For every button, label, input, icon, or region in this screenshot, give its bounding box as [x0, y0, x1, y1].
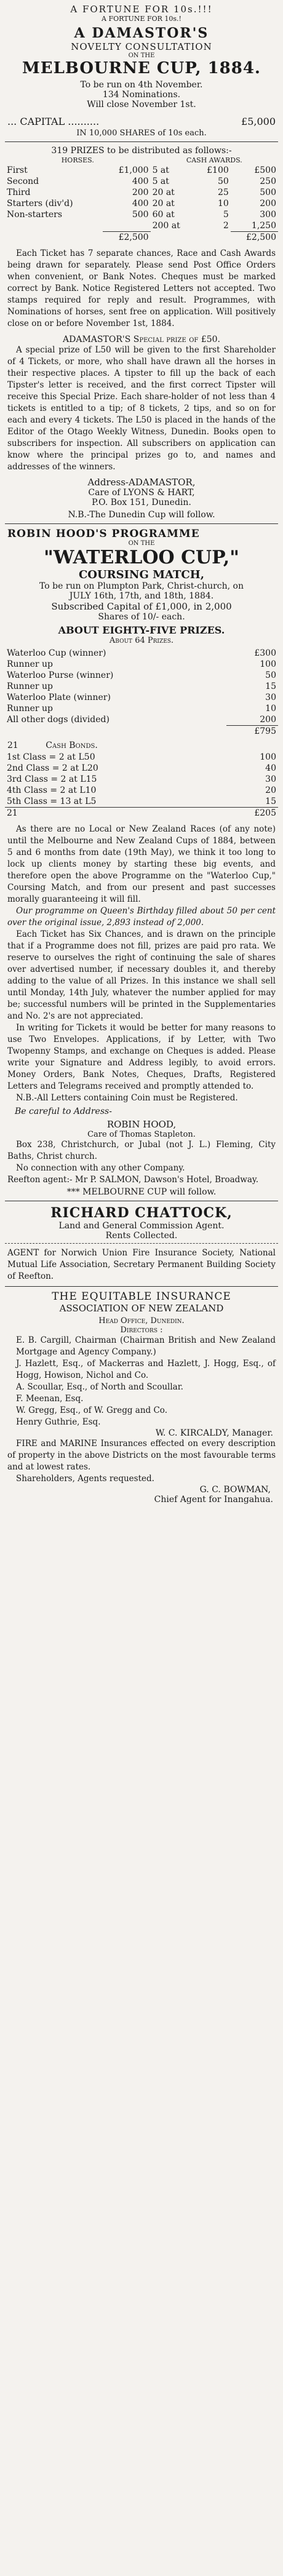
waterloo-cup-title: "WATERLOO CUP," [44, 547, 239, 568]
box-address: Box 238, Christchurch, or Jubal (not J. L.) Fleming, City Baths, Christ church. [7, 1140, 276, 1161]
melbourne-cup-title: MELBOURNE CUP, 1884. [22, 59, 261, 78]
divider [5, 1286, 278, 1287]
chattock-name: RICHARD CHATTOCK, [50, 1205, 233, 1221]
bond-label: 1st Class = 2 at L50 [7, 752, 95, 762]
prize-amount: 500 [132, 210, 149, 220]
prize-name: Second [7, 177, 39, 186]
prize-total: £795 [226, 726, 278, 737]
cash-count: 20 at [152, 188, 175, 197]
bonds-total: £205 [220, 808, 278, 819]
director-entry: A. Scoullar, Esq., of North and Scoullar. [16, 1382, 183, 1392]
reefton-agent: Reefton agent:- Mr P. SALMON, Dawson's Hotel, Broadway. [7, 1175, 259, 1185]
insurance-title-1: THE EQUITABLE INSURANCE [52, 1290, 231, 1303]
prize-row [5, 220, 278, 232]
prizes-heading: 319 PRIZES to be distributed as follows:- [51, 146, 232, 156]
director-entry: E. B. Cargill, Chairman (Chairman British and New Zealand Mortgage and Agency Company.) [16, 1335, 276, 1357]
prize-row [5, 670, 278, 681]
bonds-table [5, 752, 278, 819]
prize-label: Runner up [7, 682, 53, 691]
prize-amount: 200 [132, 188, 149, 197]
on-the: ON THE [128, 540, 155, 547]
prize-amount: 400 [132, 177, 149, 186]
director-entry: W. Gregg, Esq., of W. Gregg and Co. [16, 1405, 167, 1415]
cash-count: 200 at [152, 221, 180, 231]
bond-row [5, 796, 278, 808]
bond-value: 20 [265, 785, 276, 795]
coursing-match-title: COURSING MATCH, [78, 568, 205, 581]
capital-line: Subscribed Capital of £1,000, in 2,000 [51, 601, 232, 612]
cash-total: 200 [260, 199, 276, 209]
prize-value: £300 [254, 648, 276, 658]
special-prize-text: A special prize of L50 will be given to the first Shareholder of 4 Tickets, or more, who shall have drawn all the horses in their respective places. A tipster to fill up the back of each Tipster's letter is received, and the first correct Tipster will receive this Special Prize. Each share-holder of not less than 4 tickets is entitled to a tip; of 8 tickets, 2 tips, and so on for each and every 4 tickets. The L50 is placed in the hands of the Editor of the Otago Weekly Witness, Dunedin. Books open to subscribers for inspection. All subscribers on application can know where the principal prizes go to, and names and addresses of the winners. [7, 345, 276, 472]
prizes-subheading: About 64 Prizes. [109, 636, 174, 645]
bond-row [5, 774, 278, 785]
bonds-heading-line [7, 741, 276, 750]
cash-count: 20 at [152, 199, 175, 209]
agent-role: Chief Agent for Inangahua. [154, 1495, 273, 1505]
cash-each: 10 [217, 199, 229, 209]
waterloo-body-3: Each Ticket has Six Chances, and is drawn on the principle that if a Programme does not fill, prizes are paid pro rata. We reserve to ourselves the right of continuing the sale of shares over advertised number, if necessary doubles it, and thereby adding to the value of all Prizes. In this instance we shall sell until Monday, 14th July, whatever the number applied for may be; successful numbers will be printed in the Supplementaries and No. 2's are not appreciated. [7, 929, 276, 1021]
bond-label: 3rd Class = 2 at L15 [7, 774, 97, 784]
equitable-insurance-advert [5, 1290, 278, 1505]
prize-name: Starters (div'd) [7, 199, 73, 209]
bond-label: 5th Class = 13 at L5 [7, 797, 97, 806]
bond-label: 4th Class = 2 at L10 [7, 785, 97, 795]
bond-value: 100 [260, 752, 276, 762]
adamastor-title: A DAMASTOR'S [74, 25, 209, 41]
insurance-title-2: ASSOCIATION OF NEW ZEALAND [59, 1303, 224, 1314]
prize-row [5, 165, 278, 176]
waterloo-body-4: In writing for Tickets it would be better for many reasons to use Two Envelopes. Applications, if by Letter, with Two Twopenny Stamps, and exchange on Cheques is added. Please write your Signature and Address legibly, to avoid errors. Money Orders, Bank Notes, Cheques, Drafts, Registered Letters and Telegrams received and promptly attended to. [7, 1023, 276, 1091]
waterloo-body-2: Our programme on Queen's Birthday filled about 50 per cent over the original issue, 2,893 instead of 2,000. [7, 906, 276, 928]
director-entry: Henry Guthrie, Esq. [16, 1417, 101, 1427]
prize-name: Non-starters [7, 210, 63, 220]
dunedin-cup-note: N.B.-The Dunedin Cup will follow. [68, 510, 215, 520]
prize-row [5, 659, 278, 670]
prize-row [5, 681, 278, 692]
prize-value: 100 [260, 659, 276, 669]
bond-value: 40 [265, 763, 276, 773]
consultation-title: NOVELTY CONSULTATION [71, 41, 212, 52]
cash-each: 5 [223, 210, 229, 220]
directors-heading: Directors : [120, 1326, 163, 1335]
horses-heading: HORSES. [61, 156, 94, 164]
prize-table [5, 156, 278, 243]
cash-each: £100 [207, 165, 229, 175]
waterloo-body-1: As there are no Local or New Zealand Races (of any note) until the Melbourne and New Zealand Cups of 1884, between 5 and 6 months from date (19th May), we think it too long to lock up clients money by starting these big events, and therefore open the above Programme on the "Waterloo Cup," Coursing Match, and from our present and past successes morally guaranteeing it will fill. [7, 824, 276, 904]
prize-name: Third [7, 188, 31, 197]
prize-value: 50 [265, 670, 276, 680]
capital-value: £5,000 [241, 116, 276, 127]
insurance-offer: FIRE and MARINE Insurances effected on every description of property in the above Districts on the most favourable terms and at lowest rates. [7, 1439, 276, 1472]
shares-line: IN 10,000 SHARES of 10s each. [76, 129, 207, 138]
prize-row [5, 692, 278, 703]
registered-note: N.B.-All Letters containing Coin must be Registered. [16, 1093, 238, 1103]
bond-label: 2nd Class = 2 at L20 [7, 763, 98, 773]
chattock-rents: Rents Collected. [105, 1231, 178, 1241]
robin-hood-advert [5, 528, 278, 1197]
prize-name: First [7, 165, 28, 175]
cash-total: 500 [260, 188, 276, 197]
run-date: To be run on 4th November. [80, 80, 203, 90]
cash-each: 2 [223, 221, 229, 231]
special-prize-heading: ADAMASTOR'S Special prize of £50. [63, 335, 220, 344]
cash-total: £500 [254, 165, 276, 175]
manager-line: W. C. KIRCALDY, Manager. [155, 1428, 273, 1438]
agent-name: G. C. BOWMAN, [199, 1485, 271, 1495]
address-line-1: Care of LYONS & HART, [88, 488, 195, 498]
prize-label: All other dogs (divided) [7, 715, 110, 725]
cash-total: 250 [260, 177, 276, 186]
robin-hood-name: ROBIN HOOD, [106, 1119, 177, 1130]
prize-row [5, 648, 278, 659]
bonds-count: 21 [7, 741, 18, 750]
dates-line: JULY 16th, 17th, and 18th, 1884. [69, 591, 214, 601]
chattock-role: Land and General Commission Agent. [58, 1221, 225, 1231]
prize-amount: 400 [132, 199, 149, 209]
director-entry: J. Hazlett, Esq., of Mackerras and Hazlett, J. Hogg, Esq., of Hogg, Howison, Nichol and Co. [16, 1359, 276, 1380]
prize-row [5, 703, 278, 714]
cash-count: 60 at [152, 210, 175, 220]
bond-row [5, 763, 278, 774]
bond-value: 30 [265, 774, 276, 784]
divider [5, 523, 278, 524]
venue-line: To be run on Plumpton Park, Christ-church, on [39, 581, 244, 591]
director-entry: F. Meenan, Esq. [16, 1394, 84, 1404]
prize-label: Waterloo Purse (winner) [7, 670, 114, 680]
cash-count: 5 at [152, 165, 169, 175]
prize-amount: £1,000 [118, 165, 149, 175]
prize-amount [103, 220, 150, 232]
divider [5, 1243, 278, 1244]
divider [5, 141, 278, 142]
cash-each: 50 [217, 177, 229, 186]
prize-value: 200 [260, 715, 276, 725]
prize-label: Runner up [7, 659, 53, 669]
prize-label: Waterloo Plate (winner) [7, 693, 111, 702]
ticket-conditions: Each Ticket has 7 separate chances, Race and Cash Awards being drawn for separately. Please send Post Office Orders when convenient, or Bank Notes. Cheques must be marked correct by Bank. Notice Registered Letters not accepted. Two stamps required for reply and result. Programmes, with Nominations of horses, sent free on application. Will positively close on or before November 1st, 1884. [7, 248, 276, 328]
bond-value: 15 [265, 797, 276, 806]
prize-row [5, 714, 278, 726]
subline-fortune: A FORTUNE FOR 10s.! [102, 15, 181, 23]
shares-line: Shares of 10/- each. [98, 612, 185, 622]
head-office: Head Office, Dunedin. [98, 1316, 185, 1326]
bonds-heading: Cash Bonds. [46, 741, 98, 750]
cash-total: 1,250 [251, 221, 276, 231]
bonds-total-count: 21 [5, 808, 220, 819]
prize-label: Waterloo Cup (winner) [7, 648, 106, 658]
nominations: 134 Nominations. [102, 90, 181, 100]
prize-row [5, 209, 278, 220]
cup-prize-table [5, 648, 278, 737]
capital-label: CAPITAL [20, 116, 65, 127]
prizes-heading: ABOUT EIGHTY-FIVE PRIZES. [58, 624, 225, 636]
adamastor-advert [5, 4, 278, 520]
cash-heading: CASH AWARDS. [186, 156, 242, 164]
melbourne-cup-note: *** MELBOURNE CUP will follow. [66, 1187, 217, 1197]
close-date: Will close November 1st. [87, 100, 196, 109]
bond-row [5, 785, 278, 796]
bond-row [5, 752, 278, 763]
prize-value: 15 [265, 682, 276, 691]
address-line-2: P.O. Box 151, Dunedin. [92, 498, 191, 507]
horses-sum: £2,500 [103, 232, 150, 244]
capital-line: ... CAPITAL .......... £5,000 [7, 116, 276, 127]
address-heading: Address-ADAMASTOR, [87, 477, 196, 488]
prize-row [5, 176, 278, 187]
no-connection: No connection with any other Company. [16, 1163, 185, 1173]
chattock-agency: AGENT for Norwich Union Fire Insurance Society, National Mutual Life Association, Secretary Permanent Building Society of Reefton. [7, 1248, 276, 1281]
cash-total: 300 [260, 210, 276, 220]
prize-label: Runner up [7, 704, 53, 714]
cash-count: 5 at [152, 177, 169, 186]
prize-row [5, 198, 278, 209]
address-heading: Be careful to Address- [15, 1107, 112, 1116]
cash-sum: £2,500 [231, 232, 278, 244]
robin-hood-title: ROBIN HOOD'S PROGRAMME [7, 528, 200, 540]
prize-row [5, 187, 278, 198]
agents-note: Shareholders, Agents requested. [16, 1474, 154, 1484]
care-of: Care of Thomas Stapleton. [87, 1130, 196, 1139]
prize-name [5, 220, 103, 232]
on-the: ON THE [128, 52, 155, 59]
prize-value: 10 [265, 704, 276, 714]
advert-column [5, 0, 278, 1505]
cash-each: 25 [217, 188, 229, 197]
chattock-advert [5, 1205, 278, 1282]
prize-value: 30 [265, 693, 276, 702]
headline-fortune: A FORTUNE FOR 10s.!!! [70, 4, 213, 15]
